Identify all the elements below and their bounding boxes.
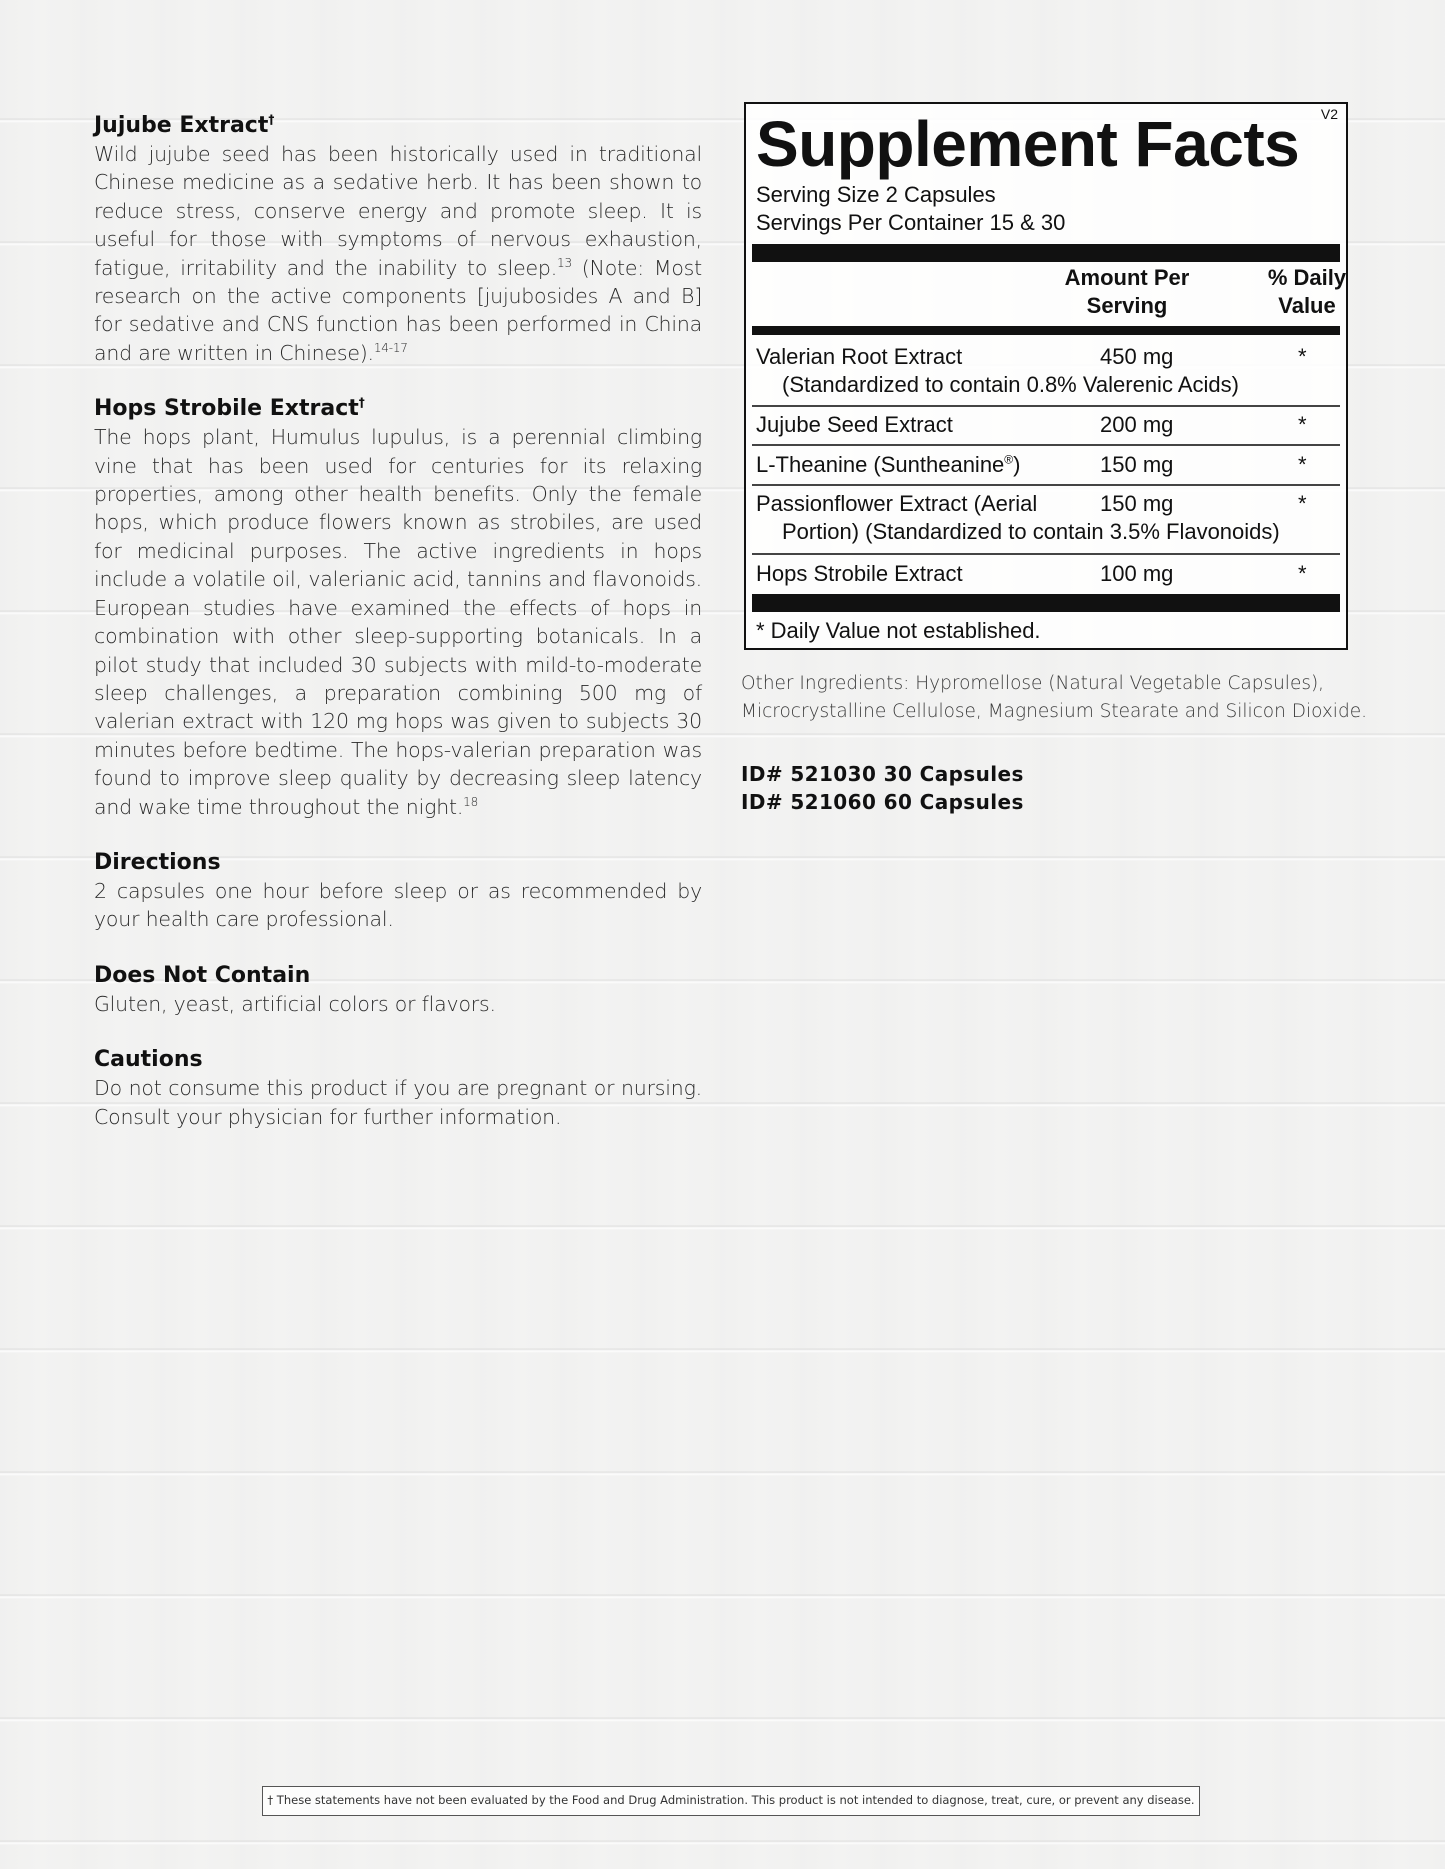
daily-value-footnote: * Daily Value not established. [756, 618, 1041, 643]
ingredient-amount: 150 mg [1100, 491, 1174, 516]
ingredient-name: Passionflower Extract (Aerial [756, 491, 1038, 516]
ingredient-dv: * [1298, 412, 1307, 437]
directions-section [94, 849, 702, 934]
thick-divider [752, 594, 1340, 612]
hops-text: The hops plant, Humulus lupulus, is a perennial climbing vine that has been used for centuries for its relaxing properties, among other health benefits. Only the female hops, which produce flowers known as strobiles, are used for medicinal purposes. The active ingredients in hops include a volatile oil, valerianic acid, tannins and flavonoids. European studies have examined the effects of hops in combination with other sleep-supporting botanicals. In a pilot study that included 30 subjects with mild-to-moderate sleep challenges, a preparation combining 500 mg of valerian extract with 120 mg hops was given to subjects 30 minutes before bedtime. The hops-valerian preparation was found to improve sleep quality by decreasing sleep latency and wake time throughout the night.$^{18}$ [94, 425, 702, 819]
ingredient-name: Valerian Root Extract [756, 344, 963, 369]
daily-value-header: % Daily Value [1267, 265, 1347, 318]
product-id-30: ID# 521030 30 Capsules [741, 762, 1024, 786]
ingredient-name: Jujube Seed Extract [756, 412, 953, 437]
ingredient-amount: 100 mg [1100, 561, 1174, 586]
does-not-contain-section [94, 962, 702, 1018]
does-not-contain-text: Gluten, yeast, artificial colors or flavors. [94, 991, 496, 1016]
amount-per-serving-header: Amount Per Serving [1064, 265, 1190, 318]
dagger-mark: † [358, 395, 365, 410]
hops-title: Hops Strobile Extract† [94, 395, 365, 422]
ingredient-amount: 150 mg [1100, 452, 1174, 477]
product-id-60: ID# 521060 60 Capsules [741, 790, 1024, 814]
ingredient-amount: 450 mg [1100, 344, 1174, 369]
jujube-section [94, 112, 702, 367]
servings-per-container: Servings Per Container 15 & 30 [756, 210, 1066, 235]
facts-title: Supplement Facts [756, 108, 1300, 180]
ingredient-dv: * [1298, 561, 1307, 586]
jujube-text: Wild jujube seed has been historically used in traditional Chinese medicine as a sedative herb. It has been shown to reduce stress, conserve energy and promote sleep. It is useful for those with symptoms of nervous exhaustion, fatigue, irritability and the inability to sleep.$^{13}$ (Note: Most research on the active components [jujubosides A and B] for sedative and CNS function has been performed in China and are written in Chinese).$^{14-17}$ [94, 142, 702, 365]
row-divider [752, 444, 1340, 446]
hops-section [94, 395, 702, 821]
thick-divider [752, 244, 1340, 262]
serving-size: Serving Size 2 Capsules [756, 182, 996, 207]
ingredient-note: Portion) (Standardized to contain 3.5% Flavonoids) [782, 519, 1280, 544]
dagger-mark: † [268, 112, 275, 127]
ingredient-dv: * [1298, 452, 1307, 477]
does-not-contain-title: Does Not Contain [94, 962, 311, 988]
other-ingredients: Other Ingredients: Hypromellose (Natural Vegetable Capsules), Microcrystalline Cellulose, Magnesium Stearate and Silicon Dioxide. [741, 673, 1367, 722]
ingredient-name: L-Theanine (Suntheanine®) [756, 452, 1021, 477]
cautions-text: Do not consume this product if you are pregnant or nursing. Consult your physician for further information. [94, 1076, 702, 1129]
reference-13: 13 [557, 255, 572, 270]
row-divider [752, 405, 1340, 407]
supplement-facts-panel [744, 102, 1348, 650]
jujube-title: Jujube Extract† [94, 112, 275, 138]
product-info-column [94, 112, 702, 1159]
ingredient-dv: * [1298, 344, 1307, 369]
cautions-section [94, 1046, 702, 1131]
ingredient-amount: 200 mg [1100, 412, 1174, 437]
cautions-title: Cautions [94, 1047, 203, 1073]
row-divider [752, 484, 1340, 486]
product-ids [741, 760, 1024, 816]
registered-mark: ® [1004, 452, 1014, 467]
ingredient-name: Hops Strobile Extract [756, 561, 963, 586]
fda-disclaimer: † These statements have not been evaluated by the Food and Drug Administration. This product is not intended to diagnose, treat, cure, or prevent any disease. [262, 1786, 1200, 1816]
row-divider [752, 553, 1340, 555]
directions-title: Directions [94, 849, 221, 875]
medium-divider [752, 326, 1340, 335]
ingredient-note: (Standardized to contain 0.8% Valerenic Acids) [782, 372, 1239, 397]
reference-14-17: 14-17 [373, 341, 408, 356]
reference-18: 18 [463, 794, 479, 809]
ingredient-dv: * [1298, 491, 1307, 516]
directions-text: 2 capsules one hour before sleep or as recommended by your health care professional. [94, 878, 702, 932]
version-label: V2 [1320, 106, 1338, 122]
